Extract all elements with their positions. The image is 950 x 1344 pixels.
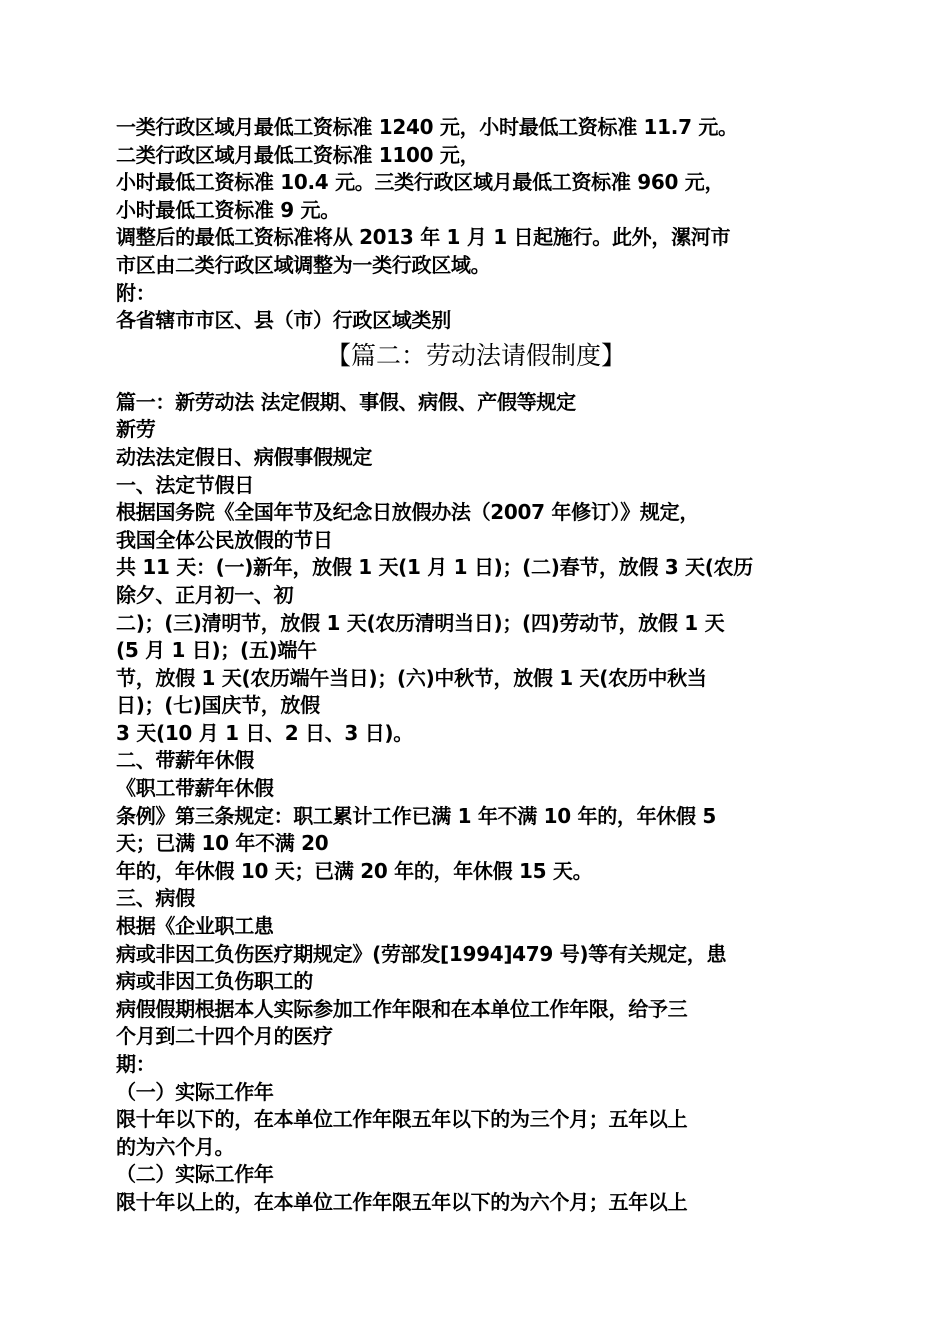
text-line: 三、病假 [116, 886, 195, 911]
text-line: 根据国务院《全国年节及纪念日放假办法（2007 年修订）》规定， [116, 500, 700, 525]
text-line: 市区由二类行政区域调整为一类行政区域。 [116, 252, 491, 277]
paragraph-block-wages [116, 114, 836, 335]
text-line: 天；已满 10 年不满 20 [116, 831, 329, 856]
paragraph-block-leave [116, 389, 836, 1217]
text-line: (5 月 1 日)；(五)端午 [116, 638, 317, 663]
section-heading: 【篇二：劳动法请假制度】 [325, 340, 626, 370]
text-line: 病或非因工负伤职工的 [116, 969, 313, 994]
text-line: 病假假期根据本人实际参加工作年限和在本单位工作年限，给予三 [116, 996, 688, 1021]
text-line: 3 天(10 月 1 日、2 日、3 日)。 [116, 720, 413, 745]
document-body [116, 114, 836, 1217]
text-line: 我国全体公民放假的节日 [116, 527, 333, 552]
text-line: 期： [116, 1052, 156, 1076]
text-line: 根据《企业职工患 [116, 914, 274, 939]
text-line: 动法法定假日、病假事假规定 [116, 444, 373, 469]
text-line: 附： [116, 280, 156, 305]
text-line: 的为六个月。 [116, 1134, 235, 1159]
text-line: 新劳 [116, 417, 156, 442]
text-line: 各省辖市市区、县（市）行政区域类别 [116, 308, 451, 333]
text-line: 节，放假 1 天(农历端午当日)；(六)中秋节，放假 1 天(农历中秋当 [116, 665, 707, 690]
text-line: 篇一：新劳动法 法定假期、事假、病假、产假等规定 [116, 389, 576, 414]
text-line: 二类行政区域月最低工资标准 1100 元， [116, 142, 480, 167]
text-line: 《职工带薪年休假 [116, 776, 274, 801]
text-line: （二）实际工作年 [116, 1162, 274, 1187]
text-line: 除夕、正月初一、初 [116, 582, 294, 607]
text-line: 限十年以上的，在本单位工作年限五年以下的为六个月；五年以上 [116, 1189, 688, 1214]
text-line: 调整后的最低工资标准将从 2013 年 1 月 1 日起施行。此外，漯河市 [116, 225, 731, 250]
text-line: 个月到二十四个月的医疗 [116, 1024, 333, 1049]
text-line: （一）实际工作年 [116, 1079, 274, 1104]
text-line: 二)；(三)清明节，放假 1 天(农历清明当日)；(四)劳动节，放假 1 天 [116, 610, 725, 635]
text-line: 一、法定节假日 [116, 472, 254, 497]
text-line: 小时最低工资标准 10.4 元。三类行政区域月最低工资标准 960 元， [116, 170, 725, 195]
text-line: 病或非因工负伤医疗期规定》(劳部发[1994]479 号)等有关规定，患 [116, 941, 727, 966]
text-line: 限十年以下的，在本单位工作年限五年以下的为三个月；五年以上 [116, 1107, 688, 1132]
text-line: 小时最低工资标准 9 元。 [116, 197, 340, 222]
text-line: 共 11 天：(一)新年，放假 1 天(1 月 1 日)；(二)春节，放假 3 天(农历 [116, 555, 753, 580]
text-line: 年的，年休假 10 天；已满 20 年的，年休假 15 天。 [116, 858, 593, 883]
text-line: 一类行政区域月最低工资标准 1240 元，小时最低工资标准 11.7 元。 [116, 115, 738, 139]
text-line: 二、带薪年休假 [116, 748, 254, 773]
text-line: 日)；(七)国庆节，放假 [116, 693, 320, 718]
text-line: 条例》第三条规定：职工累计工作已满 1 年不满 10 年的，年休假 5 [116, 803, 716, 828]
